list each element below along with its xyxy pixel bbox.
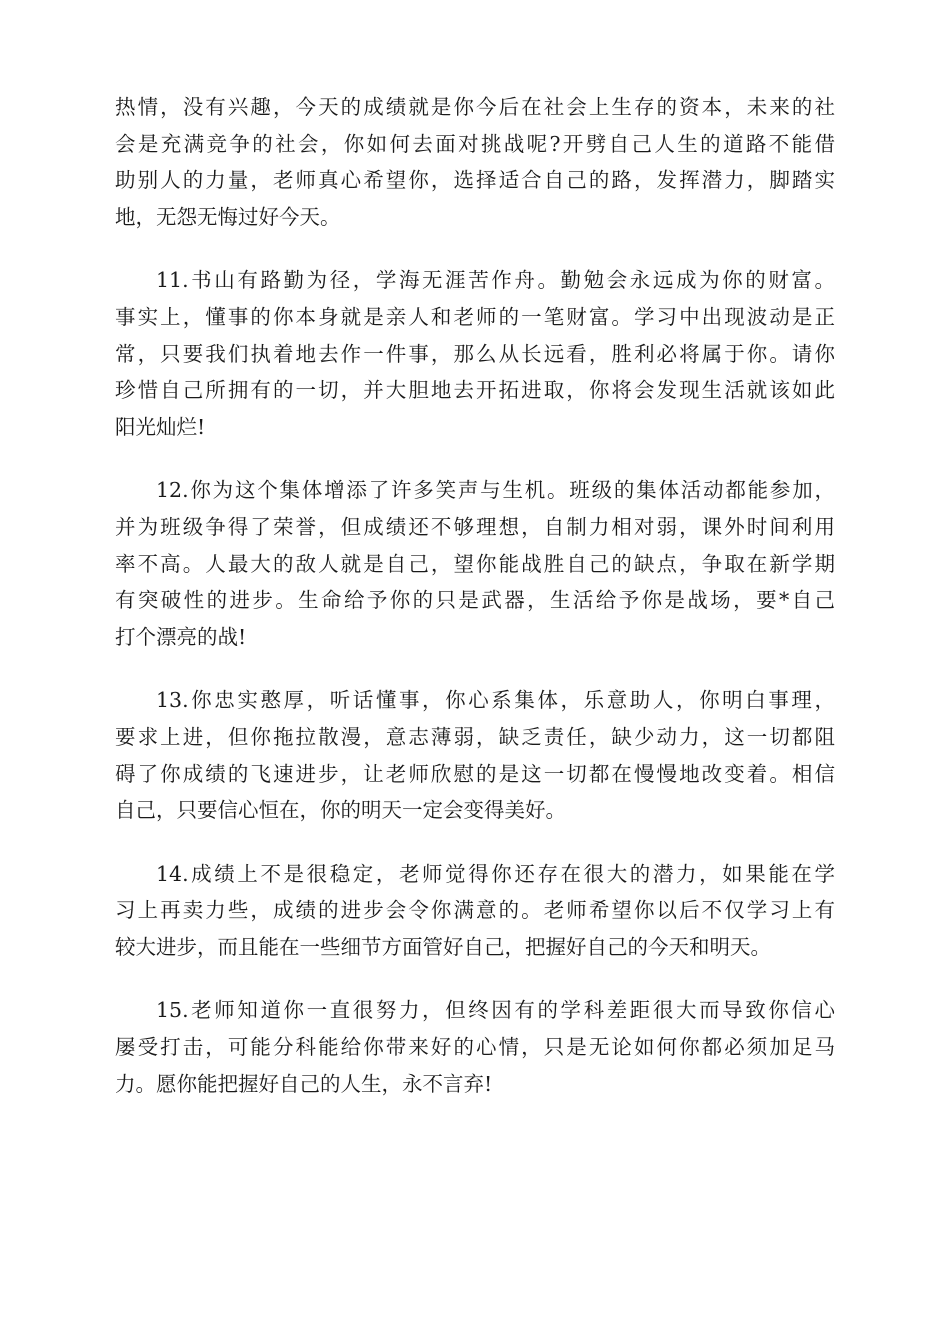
text-line: 珍惜自己所拥有的一切，并大胆地去开拓进取，你将会发现生活就该如此 [115,378,835,403]
document-body [115,89,835,1129]
paragraph-13 [115,682,835,828]
text-line: 要求上进，但你拖拉散漫，意志薄弱，缺乏责任，缺少动力，这一切都阻 [115,724,835,749]
text-line: 常，只要我们执着地去作一件事，那么从长远看，胜利必将属于你。请你 [115,341,835,366]
paragraph-12 [115,472,835,655]
text-line: 15.老师知道你一直很努力，但终因有的学科差距很大而导致你信心 [156,998,835,1023]
text-line: 较大进步，而且能在一些细节方面管好自己，把握好自己的今天和明天。 [115,934,771,959]
text-line: 12.你为这个集体增添了许多笑声与生机。班级的集体活动都能参加， [156,478,835,503]
text-line: 有突破性的进步。生命给予你的只是武器，生活给予你是战场，要*自己 [115,588,835,613]
text-line: 率不高。人最大的敌人就是自己，望你能战胜自己的缺点，争取在新学期 [115,551,835,576]
text-line: 热情，没有兴趣，今天的成绩就是你今后在社会上生存的资本，未来的社 [115,95,835,119]
text-line: 屡受打击，可能分科能给你带来好的心情，只是无论如何你都必须加足马 [115,1035,835,1060]
text-line: 13.你忠实憨厚，听话懂事，你心系集体，乐意助人，你明白事理， [156,688,835,713]
paragraph-11 [115,262,835,445]
text-line: 事实上，懂事的你本身就是亲人和老师的一笔财富。学习中出现波动是正 [115,304,835,329]
text-line: 打个漂亮的战! [115,624,247,649]
text-line: 并为班级争得了荣誉，但成绩还不够理想，自制力相对弱，课外时间利用 [115,514,835,539]
text-line: 碍了你成绩的飞速进步，让老师欣慰的是这一切都在慢慢地改变着。相信 [115,761,835,786]
text-line: 习上再卖力些，成绩的进步会令你满意的。老师希望你以后不仅学习上有 [115,898,835,923]
text-line: 助别人的力量，老师真心希望你，选择适合自己的路，发挥潜力，脚踏实 [115,168,835,193]
text-line: 14.成绩上不是很稳定，老师觉得你还存在很大的潜力，如果能在学 [156,861,835,886]
paragraph-15 [115,992,835,1102]
text-line: 会是充满竞争的社会，你如何去面对挑战呢?开劈自己人生的道路不能借 [115,131,835,156]
paragraph-14 [115,856,835,966]
text-line: 阳光灿烂! [115,414,206,439]
paragraph-10-continuation [115,89,835,235]
text-line: 11.书山有路勤为径，学海无涯苦作舟。勤勉会永远成为你的财富。 [156,268,835,293]
text-line: 力。愿你能把握好自己的人生，永不言弃! [115,1071,493,1096]
text-line: 地，无怨无悔过好今天。 [115,204,341,229]
text-line: 自己，只要信心恒在，你的明天一定会变得美好。 [115,798,566,823]
